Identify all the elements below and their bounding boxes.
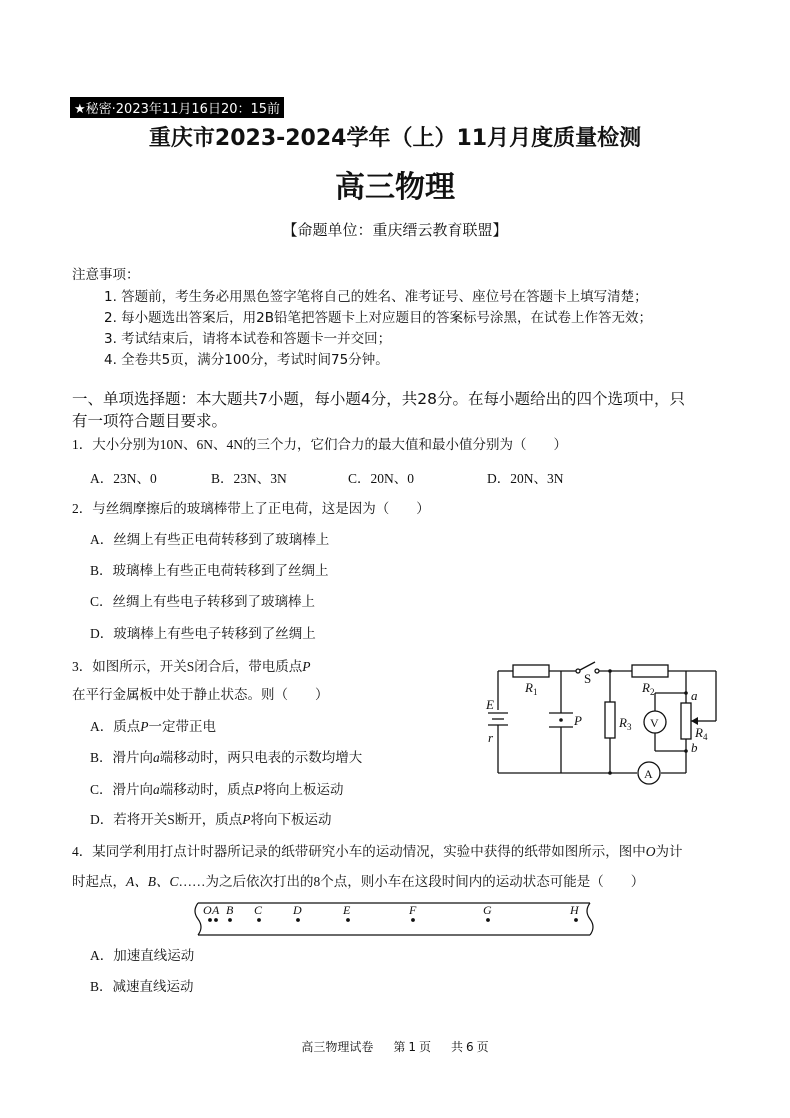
q1-option-c: C．20N、0 xyxy=(348,471,415,486)
secret-label: ★秘密·2023年11月16日20：15前 xyxy=(70,97,284,118)
q3-option-a: A．质点P一定带正电 xyxy=(90,719,216,734)
resistor-r1 xyxy=(513,665,549,677)
tape-label: B xyxy=(226,903,234,917)
label-r1: $R_1$ xyxy=(525,680,538,697)
label-r2: $R_2$ xyxy=(642,680,655,697)
tape-dot xyxy=(574,918,578,922)
circuit-diagram xyxy=(480,655,725,790)
note-item: 2. 每小题选出答案后，用2B铅笔把答题卡上对应题目的答案标号涂黑，在试卷上作答无效； xyxy=(104,310,653,326)
q2-option-a: A．丝绸上有些正电荷转移到了玻璃棒上 xyxy=(90,532,330,547)
setter-unit: 【命题单位：重庆缙云教育联盟】 xyxy=(282,221,508,239)
q3-stem-line2: 在平行金属板中处于静止状态。则（ ） xyxy=(72,687,329,702)
q1-stem: 1．大小分别为10N、6N、4N的三个力，它们合力的最大值和最小值分别为（ ） xyxy=(72,437,567,452)
tape-label: D xyxy=(293,903,302,917)
q3-option-c: C．滑片向a端移动时，质点P将向上板运动 xyxy=(90,782,344,797)
label-ammeter: A xyxy=(644,767,653,781)
tape-dot xyxy=(346,918,350,922)
tape-label: E xyxy=(343,903,351,917)
q3-option-b: B．滑片向a端移动时，两只电表的示数均增大 xyxy=(90,750,363,765)
label-b: b xyxy=(691,740,698,755)
q4-option-a: A．加速直线运动 xyxy=(90,948,195,963)
q4-stem-line1: 4．某同学利用打点计时器所记录的纸带研究小车的运动情况，实验中获得的纸带如图所示，图中O为计 xyxy=(72,844,683,859)
q4-option-b: B．减速直线运动 xyxy=(90,979,194,994)
tape-dot xyxy=(208,918,212,922)
q2-option-b: B．玻璃棒上有些正电荷转移到了丝绸上 xyxy=(90,563,329,578)
label-r4: $R_4$ xyxy=(695,725,708,742)
tape-dot xyxy=(214,918,218,922)
resistor-r4 xyxy=(681,703,691,739)
q2-option-c: C．丝绸上有些电子转移到了玻璃棒上 xyxy=(90,594,316,609)
q2-option-d: D．玻璃棒上有些电子转移到了丝绸上 xyxy=(90,626,316,641)
q3-option-d: D．若将开关S断开，质点P将向下板运动 xyxy=(90,812,332,827)
label-r: r xyxy=(488,730,494,745)
resistor-r3 xyxy=(605,702,615,738)
label-v: V xyxy=(650,716,659,730)
q3-stem-line1: 3．如图所示，开关S闭合后，带电质点P xyxy=(72,659,311,674)
tape-label: C xyxy=(254,903,263,917)
q2-stem: 2．与丝绸摩擦后的玻璃棒带上了正电荷，这是因为（ ） xyxy=(72,501,430,516)
q1-option-b: B．23N、3N xyxy=(211,471,287,486)
q4-stem-line2: 时起点，A、B、C……为之后依次打出的8个点，则小车在这段时间内的运动状态可能是（ ） xyxy=(72,874,645,889)
tape-dot xyxy=(296,918,300,922)
subject-title: 高三物理 xyxy=(335,170,455,205)
note-item: 4. 全卷共5页，满分100分，考试时间75分钟。 xyxy=(104,352,389,368)
tape-dot xyxy=(257,918,261,922)
note-item: 1. 答题前，考生务必用黑色签字笔将自己的姓名、准考证号、座位号在答题卡上填写清楚； xyxy=(104,289,648,305)
q1-option-a: A．23N、0 xyxy=(90,471,157,486)
paper-tape xyxy=(190,899,600,939)
tape-dot xyxy=(228,918,232,922)
tape-label: F xyxy=(409,903,417,917)
label-r3: $R_3$ xyxy=(619,715,632,732)
section-heading: 一、单项选择题：本大题共7小题，每小题4分，共28分。在每小题给出的四个选项中，只 xyxy=(72,390,685,408)
label-s: S xyxy=(584,671,592,686)
resistor-r2 xyxy=(632,665,668,677)
tape-label: G xyxy=(483,903,492,917)
label-e: E xyxy=(486,697,494,712)
tape-dot xyxy=(411,918,415,922)
notes-title: 注意事项： xyxy=(72,267,140,283)
tape-label: H xyxy=(570,903,579,917)
exam-title: 重庆市2023-2024学年（上）11月月度质量检测 xyxy=(148,126,642,151)
page-footer: 高三物理试卷 第 1 页 共 6 页 xyxy=(301,1040,489,1054)
tape-label: A xyxy=(212,903,220,917)
section-heading-cont: 有一项符合题目要求。 xyxy=(72,412,228,430)
tape-label: O xyxy=(203,903,212,917)
tape-dot xyxy=(486,918,490,922)
note-item: 3. 考试结束后，请将本试卷和答题卡一并交回； xyxy=(104,331,392,347)
label-a: a xyxy=(691,688,698,703)
label-p: P xyxy=(574,713,582,728)
switch-s xyxy=(576,669,580,673)
q1-option-d: D．20N、3N xyxy=(487,471,564,486)
